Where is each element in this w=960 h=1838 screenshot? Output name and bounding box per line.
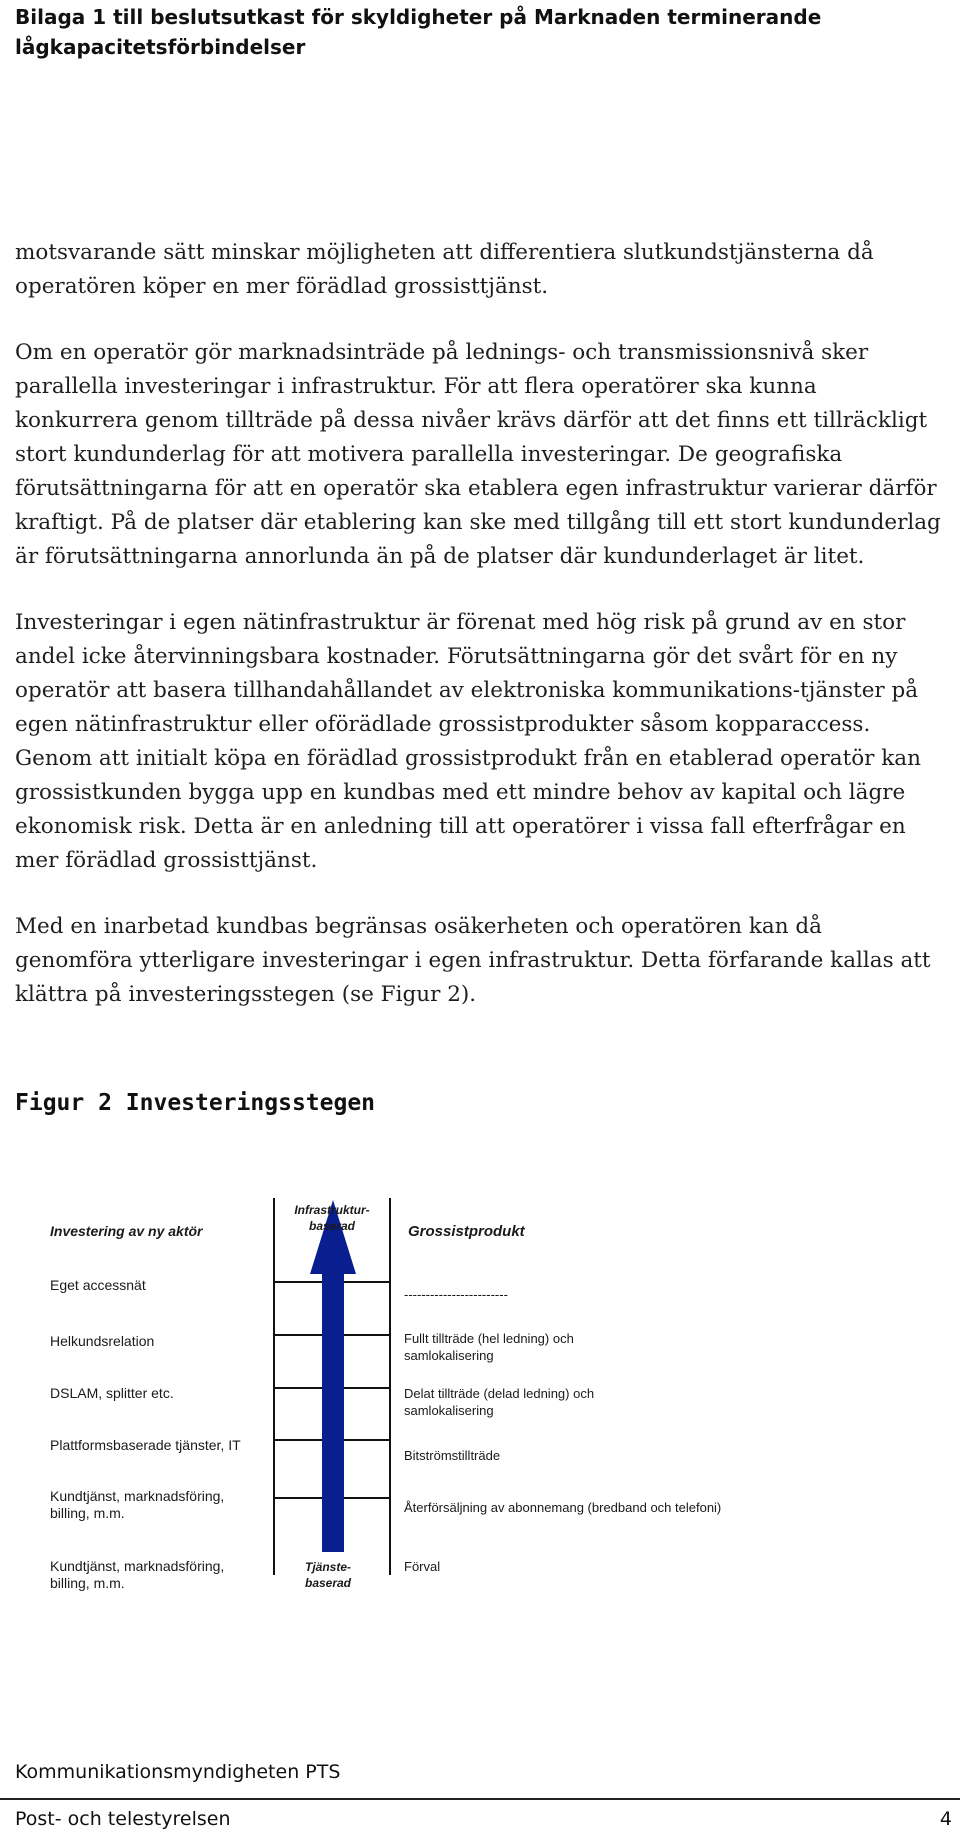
paragraph-4: Med en inarbetad kundbas begränsas osäkerheten och operatören kan då genomföra ytterligare investeringar i egen infrastruktur. Detta förfarande kallas att klättra på investeringsstegen (se Figur 2). — [15, 914, 931, 1007]
figure-caption: Figur 2 Investeringsstegen — [15, 1090, 376, 1116]
investment-ladder-diagram — [0, 1180, 960, 1600]
right-heading: Grossistprodukt — [408, 1223, 525, 1240]
upward-arrow-icon — [310, 1200, 356, 1552]
top-label-line-1: Infrastruktur- — [294, 1203, 370, 1217]
footer-organization: Kommunikationsmyndigheten PTS — [15, 1761, 341, 1783]
header-line-1: Bilaga 1 till beslutsutkast för skyldigheter på Marknaden terminerande — [15, 5, 822, 29]
step-left-label: billing, m.m. — [50, 1575, 125, 1591]
investment-ladder-figure — [0, 1180, 960, 1600]
footer-divider — [0, 1798, 960, 1800]
step-right-label: samlokalisering — [404, 1403, 494, 1418]
step-left-label: billing, m.m. — [50, 1505, 125, 1521]
step-right-label: ------------------------ — [404, 1287, 508, 1302]
paragraph-2: Om en operatör gör marknadsinträde på lednings- och transmissionsnivå sker parallella investeringar i infrastruktur. För att flera operatörer ska kunna konkurrera genom tillträde på dessa nivåer krävs därför att det finns ett tillräckligt stort kundunderlag för att motivera parallella investeringar. De geografiska förutsättningarna för att en operatör ska etablera egen infrastruktur varierar därför kraftigt. På de platser där etablering kan ske med tillgång till ett stort kundunderlag är förutsättningarna annorlunda än på de platser där kundunderlaget är litet. — [15, 340, 941, 569]
footer-left-text: Post- och telestyrelsen — [15, 1808, 231, 1830]
bottom-label-line-2: baserad — [304, 1576, 352, 1590]
step-left-label: DSLAM, splitter etc. — [50, 1385, 174, 1401]
step-left-label: Kundtjänst, marknadsföring, — [50, 1488, 225, 1504]
step-left-label: Plattformsbaserade tjänster, IT — [50, 1437, 241, 1453]
body-text — [15, 236, 945, 1044]
header-line-2: lågkapacitetsförbindelser — [15, 35, 306, 59]
step-left-label: Kundtjänst, marknadsföring, — [50, 1558, 225, 1574]
left-heading: Investering av ny aktör — [50, 1223, 203, 1239]
step-right-label: Återförsäljning av abonnemang (bredband och telefoni) — [404, 1500, 722, 1515]
step-right-label: Bitströmstillträde — [404, 1448, 501, 1463]
top-label-line-2: baserad — [308, 1219, 356, 1233]
step-right-label: Delat tillträde (delad ledning) och — [404, 1386, 595, 1401]
step-left-label: Eget accessnät — [50, 1277, 146, 1293]
step-right-label: samlokalisering — [404, 1348, 494, 1363]
step-left-label: Helkundsrelation — [50, 1333, 155, 1349]
page-number: 4 — [939, 1808, 952, 1830]
step-right-label: Fullt tillträde (hel ledning) och — [404, 1331, 574, 1346]
paragraph-3: Investeringar i egen nätinfrastruktur är förenat med hög risk på grund av en stor andel icke återvinningsbara kostnader. Förutsättningarna gör det svårt för en ny operatör att basera tillhandahållandet av elektroniska kommunikations-tjänster på egen nätinfrastruktur eller oförädlade grossistprodukter såsom kopparaccess. Genom att initialt köpa en förädlad grossistprodukt från en etablerad operatör kan grossistkunden bygga upp en kundbas med ett mindre behov av kapital och lägre ekonomisk risk. Detta är en anledning till att operatörer i vissa fall efterfrågar en mer förädlad grossisttjänst. — [15, 610, 921, 873]
paragraph-1: motsvarande sätt minskar möjligheten att differentiera slutkundstjänsterna då operatören köper en mer förädlad grossisttjänst. — [15, 240, 874, 299]
step-right-label: Förval — [404, 1559, 441, 1574]
document-header — [15, 2, 915, 62]
bottom-label-line-1: Tjänste- — [304, 1560, 352, 1574]
